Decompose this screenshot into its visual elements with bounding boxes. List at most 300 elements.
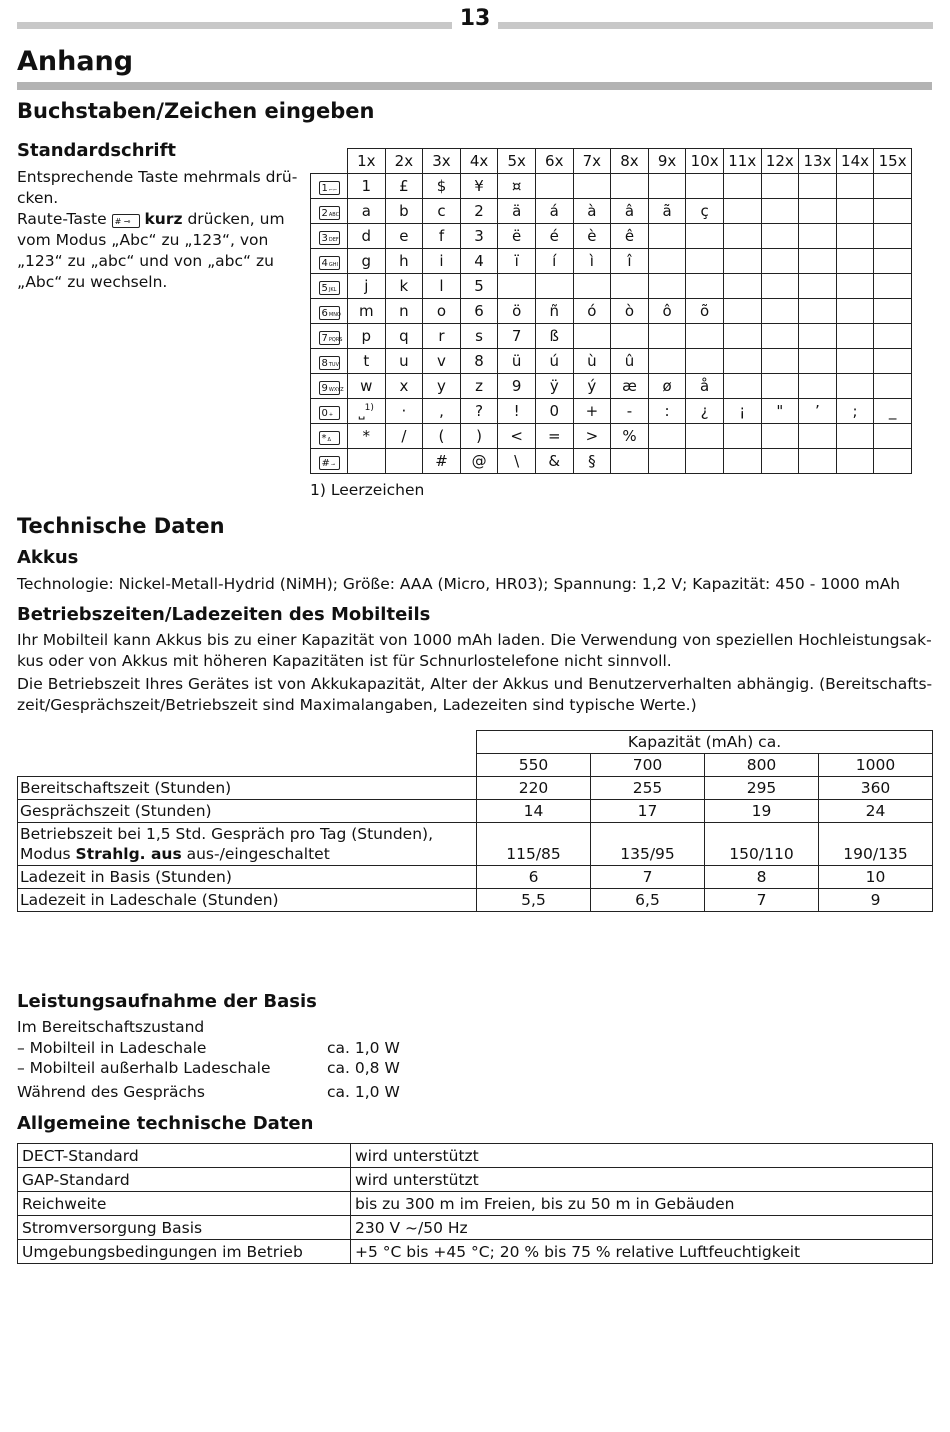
char-cell — [460, 224, 498, 249]
table-row — [18, 1144, 933, 1168]
power-label: Im Bereitschaftszustand — [17, 1018, 205, 1036]
char-cell — [761, 249, 799, 274]
table-row — [311, 349, 912, 374]
char-cell — [460, 374, 498, 399]
char-cell — [836, 174, 874, 199]
capacity-group-header: Kapazität (mAh) ca. — [477, 731, 933, 754]
char-cell — [723, 399, 761, 424]
char-value: b — [399, 202, 409, 220]
column-header: 9x — [648, 149, 686, 174]
table-row — [311, 424, 912, 449]
char-value: j — [364, 277, 369, 295]
key-sublabel: PQRS — [328, 337, 343, 343]
char-cell — [648, 249, 686, 274]
char-cell — [723, 424, 761, 449]
char-cell — [423, 374, 461, 399]
char-value: ÿ — [549, 377, 559, 395]
char-value: > — [585, 427, 599, 445]
char-cell — [348, 374, 386, 399]
table-row — [311, 374, 912, 399]
footnote: 1) Leerzeichen — [310, 481, 425, 499]
char-cell — [348, 199, 386, 224]
char-cell — [498, 349, 536, 374]
char-value: # — [435, 452, 448, 470]
char-cell — [423, 174, 461, 199]
key-8-icon — [319, 356, 340, 370]
char-cell — [836, 274, 874, 299]
char-value: ⎵ — [358, 402, 365, 420]
para2-text-a: Raute-Taste — [17, 210, 107, 228]
char-value: è — [587, 227, 597, 245]
char-value: 5 — [474, 277, 484, 295]
char-cell — [686, 274, 724, 299]
character-table — [310, 148, 912, 474]
char-cell — [348, 224, 386, 249]
char-cell — [723, 274, 761, 299]
char-cell — [723, 199, 761, 224]
char-value: d — [361, 227, 372, 245]
char-cell — [460, 174, 498, 199]
char-value: t — [363, 352, 370, 370]
runtime-table — [17, 730, 933, 912]
row-value: 6,5 — [591, 889, 705, 912]
key-sublabel: ⊸ — [330, 462, 336, 468]
character-table-body — [311, 174, 912, 474]
blank-cell — [18, 731, 477, 754]
power-line — [17, 1058, 400, 1079]
char-cell — [761, 424, 799, 449]
column-header: 11x — [723, 149, 761, 174]
char-value: ¥ — [474, 177, 484, 195]
header-bar-right — [498, 22, 933, 29]
key-label: 1 — [321, 183, 328, 194]
key-label: 0 — [321, 408, 328, 419]
char-cell — [348, 249, 386, 274]
general-label: Umgebungsbedingungen im Betrieb — [18, 1240, 351, 1264]
char-cell — [761, 324, 799, 349]
key-sublabel: MNO — [328, 312, 341, 318]
char-cell — [498, 449, 536, 474]
char-value: " — [776, 402, 784, 420]
table-row — [311, 399, 912, 424]
char-cell — [385, 274, 423, 299]
key-cell — [311, 399, 348, 424]
char-value: ? — [475, 402, 484, 420]
page-number: 13 — [459, 6, 491, 31]
char-cell — [761, 224, 799, 249]
char-cell — [874, 249, 912, 274]
char-value: o — [436, 302, 447, 320]
key-sublabel: TUV — [328, 362, 340, 368]
char-cell — [573, 299, 611, 324]
power-list — [17, 1017, 400, 1102]
char-cell — [498, 274, 536, 299]
table-row — [18, 1168, 933, 1192]
char-cell — [761, 399, 799, 424]
char-cell — [686, 249, 724, 274]
char-cell — [723, 374, 761, 399]
char-cell — [836, 374, 874, 399]
key-4-icon — [319, 256, 340, 270]
char-cell — [498, 299, 536, 324]
row-value: 6 — [477, 866, 591, 889]
key-hash-icon — [319, 456, 340, 470]
char-cell — [648, 424, 686, 449]
table-row — [311, 449, 912, 474]
general-value: wird unterstützt — [351, 1168, 933, 1192]
char-cell — [573, 199, 611, 224]
char-value: / — [401, 427, 407, 445]
char-cell — [573, 424, 611, 449]
char-cell — [460, 424, 498, 449]
char-cell — [836, 349, 874, 374]
key-1-icon — [319, 181, 340, 195]
table-row — [18, 889, 933, 912]
char-cell — [648, 199, 686, 224]
char-value: u — [399, 352, 409, 370]
char-value: ñ — [549, 302, 560, 320]
chars-para1: Entsprechende Taste mehrmals drü-cken. — [17, 168, 298, 207]
char-cell — [423, 274, 461, 299]
char-value: ü — [511, 352, 522, 370]
char-cell — [348, 324, 386, 349]
char-value: c — [437, 202, 446, 220]
key-3-icon — [319, 231, 340, 245]
char-cell — [799, 349, 837, 374]
char-cell — [836, 249, 874, 274]
char-cell — [874, 449, 912, 474]
char-cell — [423, 249, 461, 274]
char-cell — [498, 374, 536, 399]
char-value: r — [438, 327, 445, 345]
char-value: ò — [624, 302, 635, 320]
char-cell — [761, 374, 799, 399]
hash-key-icon: # ⊸ — [112, 214, 140, 228]
char-cell — [460, 399, 498, 424]
table-row — [18, 800, 933, 823]
row-value: 360 — [819, 777, 933, 800]
char-value: x — [399, 377, 409, 395]
row-label-bold: Strahlg. aus — [75, 845, 182, 863]
power-line — [17, 1082, 400, 1103]
char-cell — [799, 249, 837, 274]
char-value: : — [664, 402, 670, 420]
char-value: ç — [700, 202, 709, 220]
char-value: 3 — [474, 227, 484, 245]
runtime-para2: Die Betriebszeit Ihres Gerätes ist von Akkukapazität, Alter der Akkus und Benutzerverhalten abhängig. (Bereitschafts-zeit/Gesprächszeit/Betriebszeit sind Maximalangaben, Ladezeiten sind typische Werte.) — [17, 675, 933, 714]
char-cell — [423, 424, 461, 449]
char-cell — [460, 449, 498, 474]
general-table — [17, 1143, 933, 1264]
row-value: 255 — [591, 777, 705, 800]
row-label-line1: Betriebszeit bei 1,5 Std. Gespräch pro Tag (Stunden), — [20, 825, 433, 843]
row-value: 135/95 — [591, 823, 705, 866]
table-row — [18, 1192, 933, 1216]
char-value: & — [548, 452, 561, 470]
char-cell — [535, 424, 573, 449]
row-value: 8 — [705, 866, 819, 889]
char-cell — [573, 349, 611, 374]
char-cell — [874, 324, 912, 349]
char-cell — [611, 274, 649, 299]
row-value: 7 — [705, 889, 819, 912]
char-cell — [686, 349, 724, 374]
char-cell — [799, 449, 837, 474]
key-cell — [311, 449, 348, 474]
char-cell — [799, 324, 837, 349]
table-row — [311, 224, 912, 249]
char-cell — [460, 299, 498, 324]
capacity-header: 800 — [705, 754, 819, 777]
key-sublabel: Δ — [327, 437, 331, 443]
char-value: ö — [512, 302, 522, 320]
char-cell — [573, 449, 611, 474]
char-cell — [686, 399, 724, 424]
row-label: Bereitschaftszeit (Stunden) — [18, 777, 477, 800]
char-cell — [385, 174, 423, 199]
char-cell — [723, 174, 761, 199]
char-cell — [535, 224, 573, 249]
char-cell — [611, 349, 649, 374]
char-value: õ — [700, 302, 710, 320]
char-cell — [535, 274, 573, 299]
char-cell — [535, 299, 573, 324]
runtime-heading: Betriebszeiten/Ladezeiten des Mobilteils — [17, 604, 431, 625]
char-cell — [723, 299, 761, 324]
row-value: 19 — [705, 800, 819, 823]
table-row — [18, 1240, 933, 1264]
char-cell — [573, 224, 611, 249]
char-value: î — [627, 252, 632, 270]
footnote-mark: 1) — [364, 403, 374, 413]
row-label: Gesprächszeit (Stunden) — [18, 800, 477, 823]
char-cell — [573, 174, 611, 199]
char-value: * — [362, 427, 371, 445]
char-cell — [686, 299, 724, 324]
char-cell — [836, 449, 874, 474]
column-header: 2x — [385, 149, 423, 174]
char-value: ì — [589, 252, 594, 270]
char-cell — [573, 274, 611, 299]
akkus-heading: Akkus — [17, 547, 79, 568]
char-cell — [423, 399, 461, 424]
char-cell — [686, 424, 724, 449]
char-cell — [648, 349, 686, 374]
char-cell — [460, 349, 498, 374]
char-cell — [385, 224, 423, 249]
key-label: # — [321, 458, 330, 469]
char-cell — [874, 274, 912, 299]
char-cell — [385, 374, 423, 399]
key-cell — [311, 249, 348, 274]
char-cell — [874, 374, 912, 399]
char-cell — [723, 449, 761, 474]
char-value: ï — [514, 252, 519, 270]
char-value: z — [475, 377, 484, 395]
char-value: p — [361, 327, 372, 345]
row-value: 9 — [819, 889, 933, 912]
char-cell — [611, 299, 649, 324]
char-cell — [723, 249, 761, 274]
char-cell — [761, 199, 799, 224]
key-9-icon — [319, 381, 344, 395]
char-cell — [348, 174, 386, 199]
char-cell — [799, 399, 837, 424]
char-cell — [686, 174, 724, 199]
char-value: ë — [512, 227, 522, 245]
key-sublabel: WXYZ — [328, 387, 344, 393]
char-cell — [535, 249, 573, 274]
char-cell — [385, 199, 423, 224]
char-value: ý — [587, 377, 597, 395]
power-line — [17, 1017, 400, 1038]
char-cell — [648, 399, 686, 424]
char-cell — [611, 449, 649, 474]
char-cell — [611, 174, 649, 199]
char-cell — [761, 449, 799, 474]
chars-subheading: Standardschrift — [17, 140, 177, 161]
char-cell — [611, 374, 649, 399]
char-value: q — [399, 327, 409, 345]
char-value: 0 — [549, 402, 560, 420]
char-cell — [874, 224, 912, 249]
column-header: 12x — [761, 149, 799, 174]
char-cell — [535, 449, 573, 474]
char-cell — [836, 324, 874, 349]
key-cell — [311, 299, 348, 324]
char-cell — [573, 374, 611, 399]
char-value: · — [401, 402, 407, 420]
char-value: v — [437, 352, 446, 370]
row-value: 24 — [819, 800, 933, 823]
table-row — [311, 299, 912, 324]
runtime-para1: Ihr Mobilteil kann Akkus bis zu einer Kapazität von 1000 mAh laden. Die Verwendung von speziellen Hochleistungsak-kus oder von Akkus mit höheren Kapazitäten ist für Schnurlostelefone nicht sinnvoll. — [17, 631, 932, 670]
char-cell — [836, 199, 874, 224]
char-cell — [535, 374, 573, 399]
char-cell — [611, 199, 649, 224]
char-cell — [874, 299, 912, 324]
char-cell — [573, 399, 611, 424]
row-value: 14 — [477, 800, 591, 823]
row-label-rest: aus-/eingeschaltet — [186, 845, 330, 863]
char-cell — [648, 299, 686, 324]
char-value: < — [510, 427, 523, 445]
general-value: wird unterstützt — [351, 1144, 933, 1168]
runtime-group-row — [18, 731, 933, 754]
para2-text-b: drücken, um vom Modus „Abc“ zu „123“, von „123“ zu „abc“ und von „abc“ zu „Abc“ zu wechseln. — [17, 210, 285, 291]
table-row — [18, 823, 933, 866]
char-cell — [460, 249, 498, 274]
char-value: y — [437, 377, 446, 395]
char-cell — [498, 399, 536, 424]
char-value: æ — [622, 377, 637, 395]
table-row — [311, 249, 912, 274]
char-cell — [799, 299, 837, 324]
char-cell — [799, 224, 837, 249]
char-value: â — [624, 202, 635, 220]
key-label: 7 — [321, 333, 328, 344]
page-title: Anhang — [17, 46, 134, 77]
chars-description — [17, 167, 299, 293]
char-cell — [423, 299, 461, 324]
column-header: 3x — [423, 149, 461, 174]
key-label: * — [321, 433, 327, 444]
char-cell — [385, 424, 423, 449]
header-blank — [311, 149, 348, 174]
char-value: 9 — [511, 377, 522, 395]
key-cell — [311, 199, 348, 224]
power-value: ca. 0,8 W — [327, 1059, 400, 1077]
key-cell — [311, 224, 348, 249]
char-value: l — [439, 277, 444, 295]
key-label: 6 — [321, 308, 328, 319]
char-cell — [686, 449, 724, 474]
char-cell — [385, 299, 423, 324]
key-cell — [311, 374, 348, 399]
power-label: – Mobilteil außerhalb Ladeschale — [17, 1059, 271, 1077]
power-label: – Mobilteil in Ladeschale — [17, 1038, 207, 1057]
char-value: ú — [549, 352, 560, 370]
column-header: 8x — [611, 149, 649, 174]
char-cell — [648, 449, 686, 474]
char-cell — [799, 174, 837, 199]
key-5-icon — [319, 281, 340, 295]
char-cell — [611, 399, 649, 424]
row-value: 190/135 — [819, 823, 933, 866]
char-cell — [799, 424, 837, 449]
power-heading: Leistungsaufnahme der Basis — [17, 991, 317, 1012]
char-value: i — [439, 252, 444, 270]
char-cell — [874, 174, 912, 199]
row-value: 295 — [705, 777, 819, 800]
table-row — [311, 174, 912, 199]
row-label: Ladezeit in Basis (Stunden) — [18, 866, 477, 889]
char-value: @ — [471, 452, 487, 470]
char-cell — [535, 349, 573, 374]
char-value: ; — [852, 402, 858, 420]
char-value: ä — [512, 202, 522, 220]
char-cell — [460, 324, 498, 349]
power-value: ca. 1,0 W — [327, 1082, 400, 1101]
char-cell — [874, 399, 912, 424]
char-cell — [460, 274, 498, 299]
row-value: 7 — [591, 866, 705, 889]
general-value: bis zu 300 m im Freien, bis zu 50 m in Gebäuden — [351, 1192, 933, 1216]
table-row — [311, 324, 912, 349]
char-value: ¤ — [511, 177, 522, 195]
para2-bold: kurz — [144, 210, 183, 228]
key-cell — [311, 174, 348, 199]
char-value: ø — [662, 377, 672, 395]
key-label: 3 — [321, 233, 328, 244]
char-cell — [648, 174, 686, 199]
char-value: + — [585, 402, 599, 420]
runtime-text — [17, 630, 933, 716]
row-value: 5,5 — [477, 889, 591, 912]
char-value: ß — [549, 327, 559, 345]
char-value: $ — [436, 177, 447, 195]
key-label: 8 — [321, 358, 328, 369]
char-cell — [423, 324, 461, 349]
key-sublabel: JKL — [328, 287, 337, 293]
char-cell — [723, 349, 761, 374]
char-cell — [535, 324, 573, 349]
char-value: ) — [476, 427, 482, 445]
char-cell — [686, 374, 724, 399]
general-value: 230 V ~/50 Hz — [351, 1216, 933, 1240]
row-value: 115/85 — [477, 823, 591, 866]
char-cell — [573, 324, 611, 349]
